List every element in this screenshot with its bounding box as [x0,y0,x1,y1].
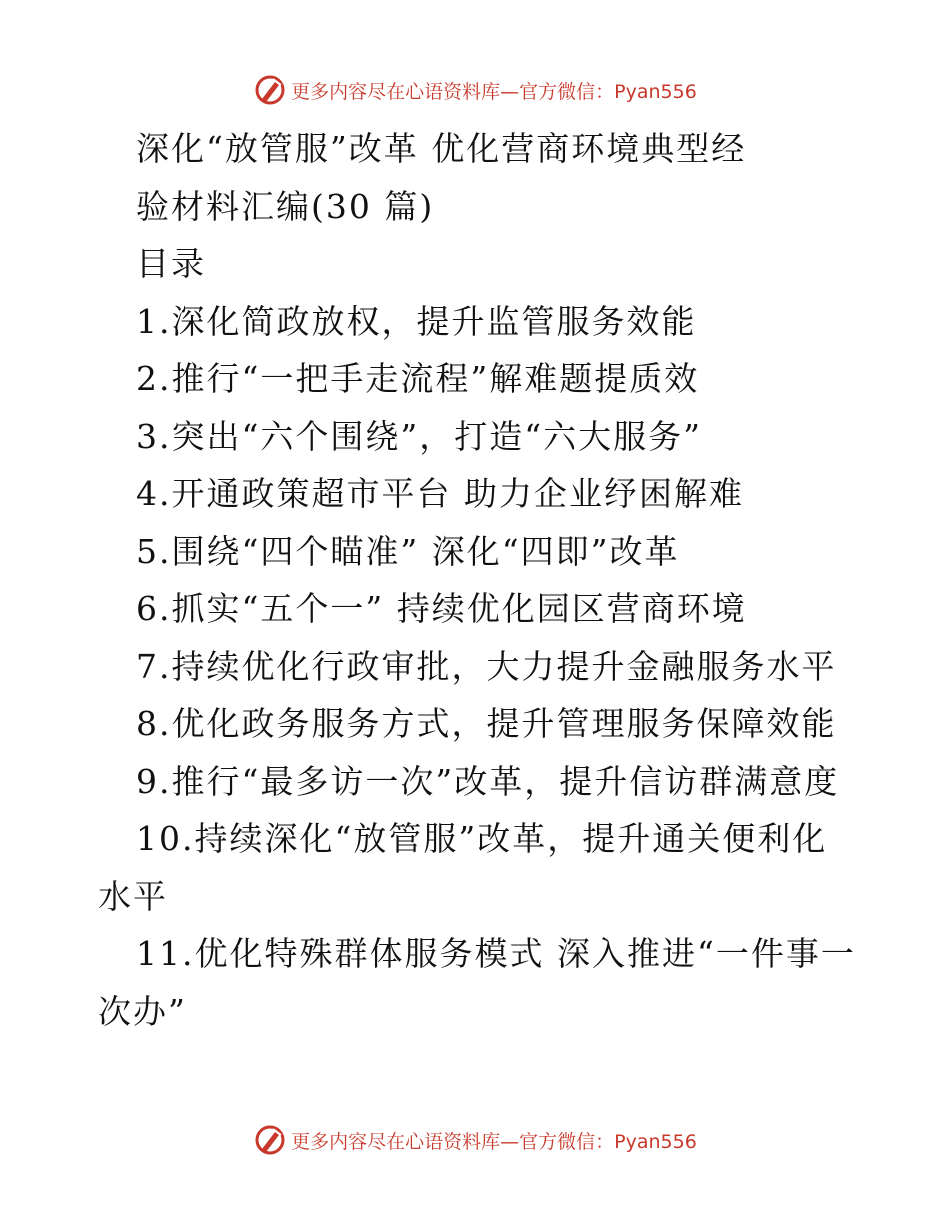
toc-item: 4.开通政策超市平台 助力企业纾困解难 [136,474,744,513]
toc-item-10-line-1: 10.持续深化“放管服”改革，提升通关便利化 [136,819,828,858]
header-watermark [0,70,950,110]
toc-item-11-line-1: 11.优化特殊群体服务模式 深入推进“一件事一 [136,934,856,973]
toc-item-10-line-2: 水平 [98,876,168,916]
watermark-text: 更多内容尽在心语资料库—官方微信：Pyan556 [291,80,697,103]
document-title-line-2: 验材料汇编(30 篇) [136,186,435,226]
pen-logo-icon [253,73,287,107]
toc-item: 7.持续优化行政审批，大力提升金融服务水平 [136,646,837,686]
document-body [98,120,858,1040]
toc-item: 8.优化政务服务方式，提升管理服务保障效能 [136,704,837,743]
toc-item: 6.抓实“五个一” 持续优化园区营商环境 [136,589,747,628]
toc-item: 9.推行“最多访一次”改革，提升信访群满意度 [136,761,840,801]
pen-logo-icon [253,1123,287,1157]
toc-item-11-line-2: 次办” [98,991,187,1031]
toc-item: 1.深化简政放权，提升监管服务效能 [136,301,697,341]
toc-item: 2.推行“一把手走流程”解难题提质效 [136,359,700,398]
toc-item: 3.突出“六个围绕”，打造“六大服务” [136,416,702,456]
footer-watermark [0,1120,950,1160]
document-title-line-1: 深化“放管服”改革 优化营商环境典型经 [136,129,747,168]
toc-heading: 目录 [136,244,206,283]
watermark-text: 更多内容尽在心语资料库—官方微信：Pyan556 [291,1130,697,1153]
toc-item: 5.围绕“四个瞄准” 深化“四即”改革 [136,531,680,571]
